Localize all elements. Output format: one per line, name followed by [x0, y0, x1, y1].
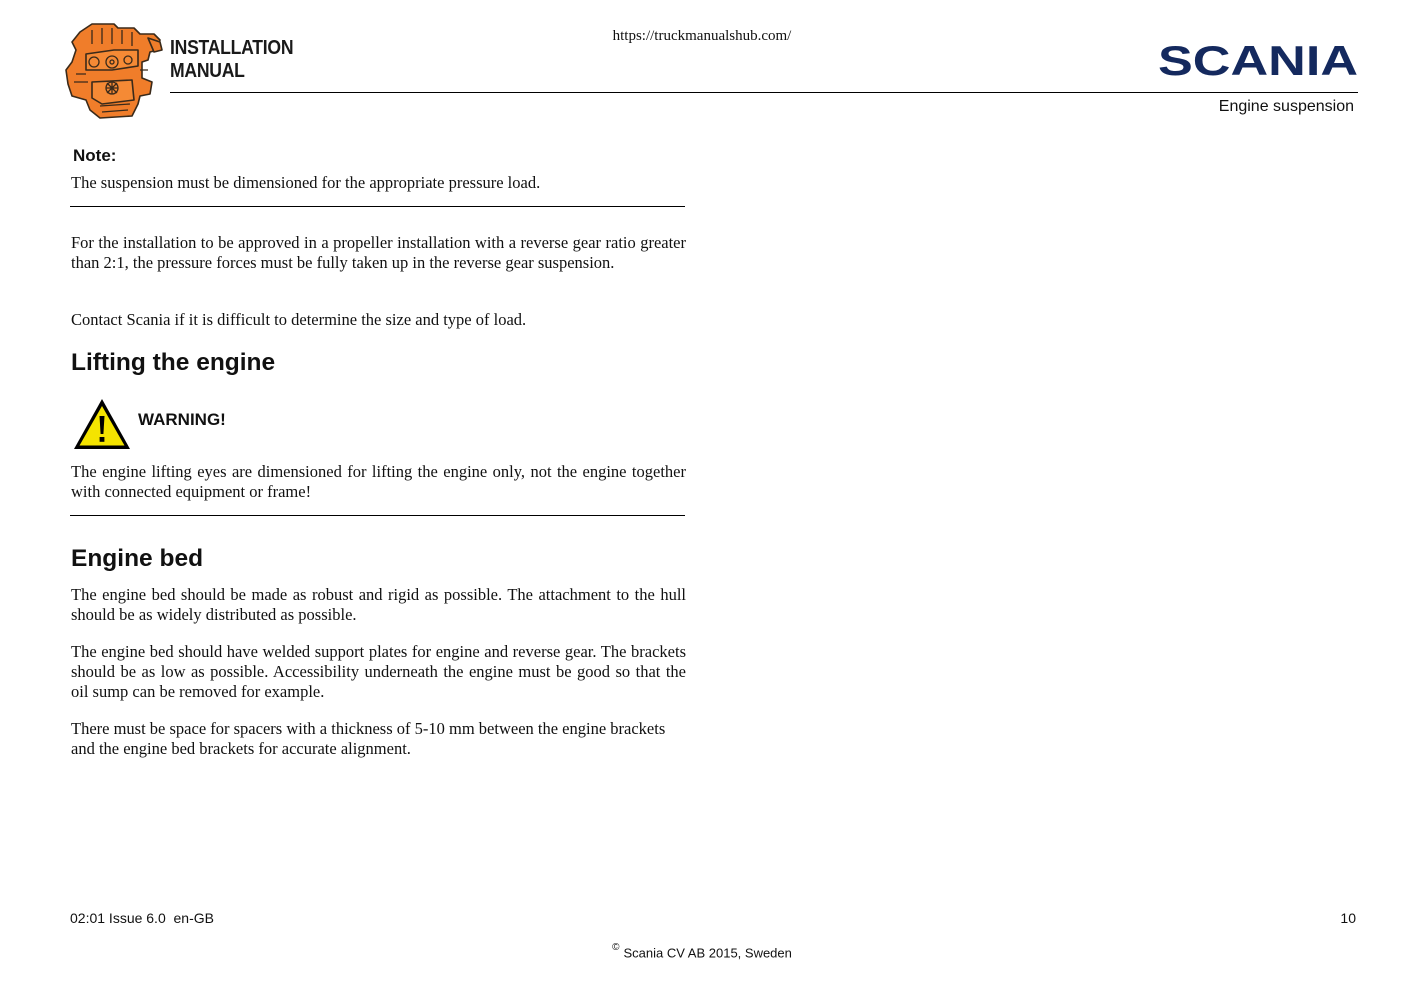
footer-copyright — [0, 944, 1404, 960]
header-rule — [170, 92, 1358, 93]
paragraph-propeller-installation: For the installation to be approved in a propeller installation with a reverse gear ratio greater than 2:1, the pressure forces must be fully taken up in the reverse gear suspension. — [71, 233, 686, 272]
heading-engine-bed: Engine bed — [71, 545, 204, 572]
scania-logo-text: SCANIA — [1158, 44, 1358, 78]
paragraph-engine-bed-robust: The engine bed should be made as robust and rigid as possible. The attachment to the hull should be as widely distributed as possible. — [71, 585, 686, 624]
note-label: Note: — [73, 146, 117, 165]
page-number: 10 — [1340, 910, 1356, 926]
warning-label: WARNING! — [138, 410, 226, 429]
paragraph-engine-bed-support-plates: The engine bed should have welded support plates for engine and reverse gear. The brackets should be as low as possible. Accessibility underneath the engine must be good so that the oil sump can be removed for example. — [71, 642, 686, 701]
manual-title-line2: MANUAL — [170, 60, 245, 82]
copyright-text: Scania CV AB 2015, Sweden — [623, 945, 792, 961]
source-url[interactable]: https://truckmanualshub.com/ — [612, 28, 792, 44]
warning-triangle-icon — [72, 397, 132, 451]
warning-rule — [70, 515, 685, 516]
scania-logo — [1158, 44, 1358, 83]
section-name: Engine suspension — [1218, 98, 1354, 115]
note-rule — [70, 206, 685, 207]
heading-lifting-the-engine: Lifting the engine — [71, 349, 276, 376]
copyright-symbol: © — [612, 942, 620, 953]
paragraph-contact-scania: Contact Scania if it is difficult to determine the size and type of load. — [71, 310, 527, 329]
paragraph-engine-bed-spacers: There must be space for spacers with a thickness of 5-10 mm between the engine brackets and the engine bed brackets for accurate alignment. — [71, 719, 666, 758]
footer-issue: 02:01 Issue 6.0 en-GB — [70, 910, 214, 926]
warning-text: The engine lifting eyes are dimensioned for lifting the engine only, not the engine together with connected equipment or frame! — [71, 462, 686, 501]
manual-title-line1: INSTALLATION — [170, 37, 294, 59]
note-text: The suspension must be dimensioned for the appropriate pressure load. — [71, 173, 541, 192]
